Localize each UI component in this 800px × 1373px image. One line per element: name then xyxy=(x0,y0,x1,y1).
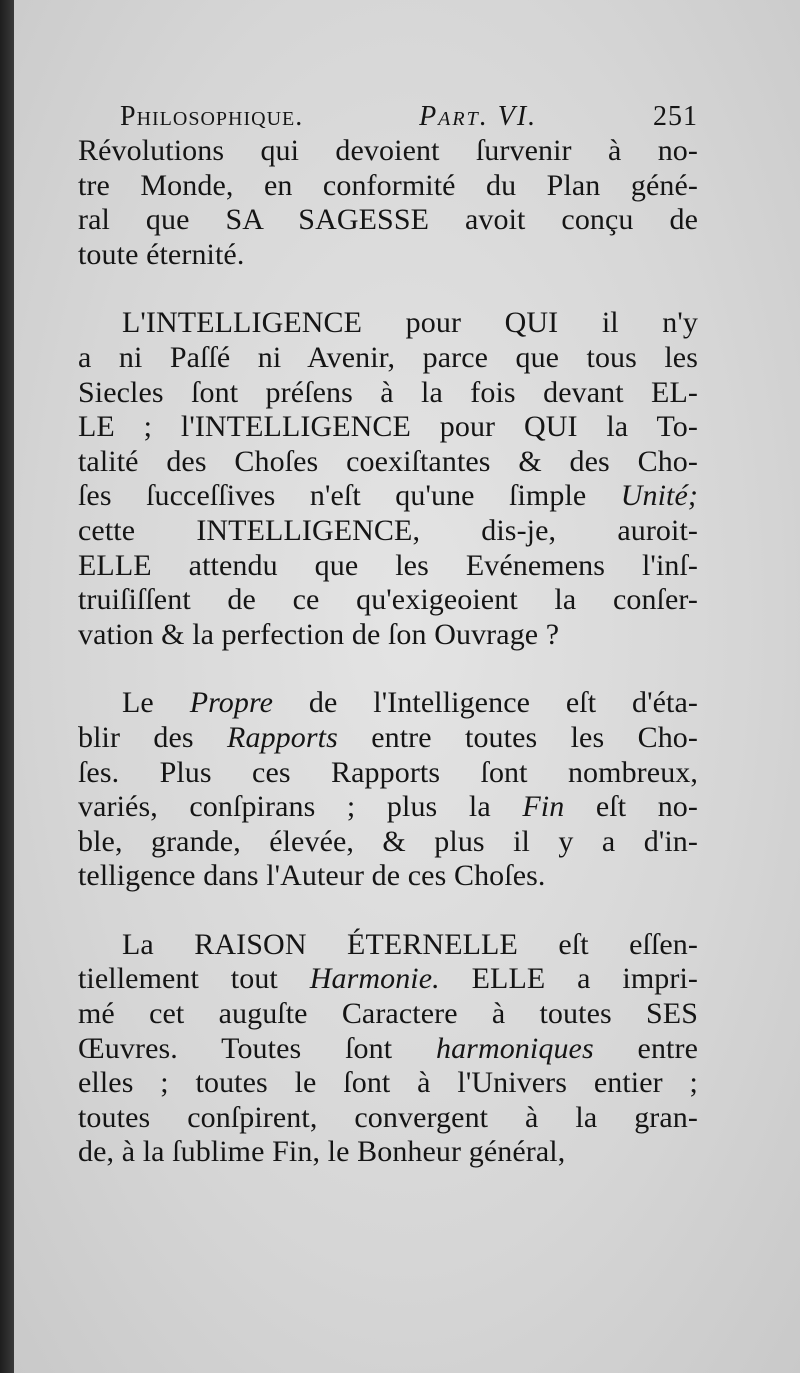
text-line xyxy=(78,203,698,238)
text-segment: Révolutions qui devoient ſurvenir à no- xyxy=(78,134,698,167)
text-segment: ELLE attendu que les Evénemens l'inſ- xyxy=(78,548,698,582)
binding-gutter xyxy=(0,0,14,1373)
text-line xyxy=(78,583,698,618)
text-line xyxy=(78,1101,698,1136)
text-segment: de, à la ſublime Fin, le Bonheur général, xyxy=(78,1135,566,1169)
text-line xyxy=(78,514,698,549)
paragraph xyxy=(78,686,698,894)
text-line xyxy=(78,618,698,653)
text-segment: Œuvres. Toutes ſont xyxy=(78,1031,436,1065)
text-line xyxy=(78,341,698,376)
text-segment: vation & la perfection de ſon Ouvrage ? xyxy=(78,617,560,651)
page-text xyxy=(78,100,698,1170)
text-segment: L'INTELLIGENCE pour QUI il n'y xyxy=(122,306,698,340)
text-segment: ſes ſucceſſives n'eſt qu'une ſimple xyxy=(78,479,621,513)
text-segment: de l'Intelligence eſt d'éta- xyxy=(273,686,698,720)
text-segment: a ni Paſſé ni Avenir, parce que tous les xyxy=(78,340,698,374)
paragraph xyxy=(78,134,698,272)
text-segment: cette INTELLIGENCE, dis-je, auroit- xyxy=(78,513,698,547)
text-segment: tiellement tout xyxy=(78,962,310,996)
text-segment: Siecles ſont préſens à la fois devant EL- xyxy=(78,375,698,409)
italic-text: Harmonie. xyxy=(309,962,440,996)
text-segment: ELLE a impri- xyxy=(439,962,698,996)
running-head-part: Part. VI. xyxy=(419,101,538,132)
text-segment: entre toutes les Cho- xyxy=(337,720,698,754)
text-line xyxy=(78,825,698,860)
text-segment: talité des Choſes coexiſtantes & des Cho- xyxy=(78,444,698,478)
text-line xyxy=(78,238,698,273)
text-line xyxy=(78,549,698,584)
running-head-title: Philosophique. xyxy=(120,101,304,132)
text-line xyxy=(78,997,698,1032)
text-segment: entre xyxy=(593,1031,698,1065)
paragraph xyxy=(78,306,698,652)
text-line xyxy=(78,445,698,480)
book-page xyxy=(14,0,800,1373)
text-segment: telligence dans l'Auteur de ces Choſes. xyxy=(78,859,546,893)
text-line xyxy=(78,479,698,514)
text-segment: blir des xyxy=(78,720,228,754)
text-line xyxy=(78,1066,698,1101)
text-segment: La RAISON ÉTERNELLE eſt eſſen- xyxy=(122,927,698,961)
text-segment: mé cet auguſte Caractere à toutes SES xyxy=(78,997,698,1031)
text-segment: ſes. Plus ces Rapports ſont nombreux, xyxy=(78,755,698,789)
text-segment: ble, grande, élevée, & plus il y a d'in- xyxy=(78,824,698,858)
page-number: 251 xyxy=(652,101,698,132)
body-text xyxy=(78,134,698,1170)
italic-text: Propre xyxy=(189,686,274,720)
text-segment: ral que SA SAGESSE avoit conçu de xyxy=(78,203,698,237)
italic-text: Unité; xyxy=(620,479,698,513)
italic-text: harmoniques xyxy=(435,1031,594,1065)
text-segment: elles ; toutes le ſont à l'Univers entier ; xyxy=(78,1066,698,1100)
text-segment: toute éternité. xyxy=(78,237,245,271)
text-line xyxy=(78,169,698,204)
text-line xyxy=(78,790,698,825)
text-line xyxy=(78,376,698,411)
text-line xyxy=(78,1032,698,1067)
text-segment: truiſiſſent de ce qu'exigeoient la conſer- xyxy=(78,583,698,617)
text-line xyxy=(78,756,698,791)
text-line xyxy=(78,306,698,341)
text-line xyxy=(78,859,698,894)
running-head xyxy=(120,100,698,134)
text-segment: Le xyxy=(122,686,190,720)
text-segment: toutes conſpirent, convergent à la gran- xyxy=(78,1100,698,1134)
text-segment: LE ; l'INTELLIGENCE pour QUI la To- xyxy=(78,410,698,444)
text-segment: variés, conſpirans ; plus la xyxy=(78,790,523,824)
text-line xyxy=(78,962,698,997)
text-segment: tre Monde, en conformité du Plan géné- xyxy=(78,168,698,202)
text-segment: eſt no- xyxy=(564,790,699,824)
text-line xyxy=(78,1135,698,1170)
italic-text: Fin xyxy=(522,790,565,824)
italic-text: Rapports xyxy=(227,720,338,754)
text-line xyxy=(78,134,698,169)
text-line xyxy=(78,410,698,445)
text-line xyxy=(78,721,698,756)
text-line xyxy=(78,928,698,963)
paragraph xyxy=(78,928,698,1170)
text-line xyxy=(78,686,698,721)
